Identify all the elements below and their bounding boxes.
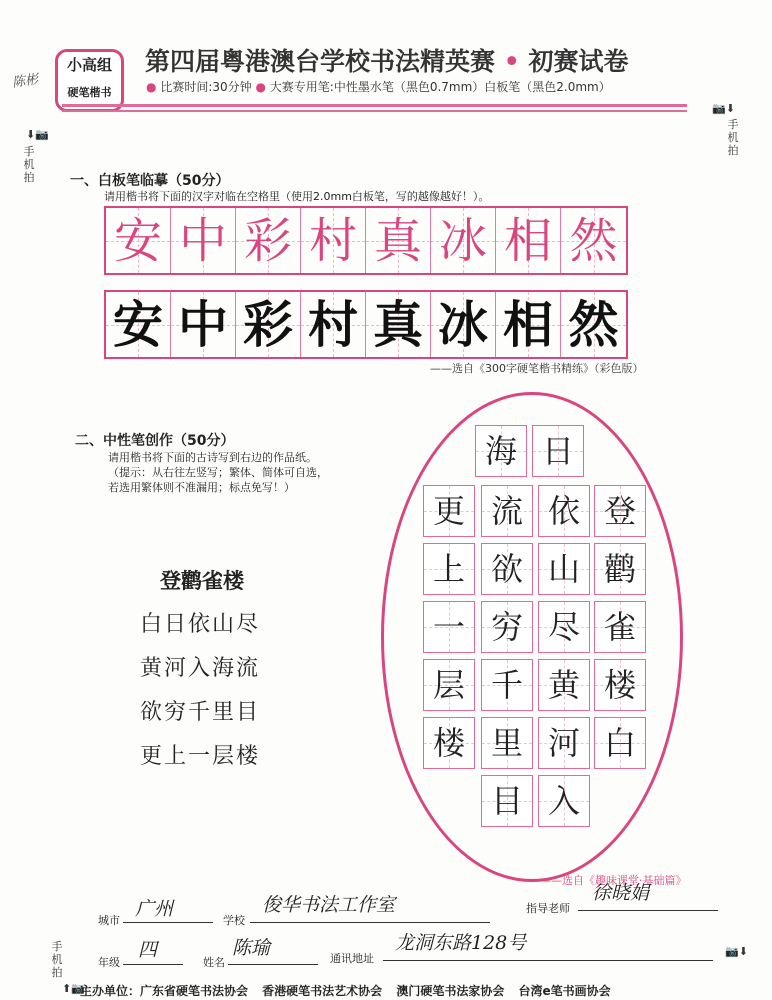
model-cell: 相 — [496, 208, 561, 273]
answer-cell: 山 — [538, 543, 590, 595]
phone-note-left-top: 手机拍 — [23, 145, 35, 184]
answer-cell: 千 — [481, 659, 533, 711]
grade-label: 年级 — [98, 956, 120, 969]
city-underline — [123, 922, 213, 923]
answer-cell: 鹳 — [594, 543, 646, 595]
organizers: 主办单位：广东省硬笔书法协会 香港硬笔书法艺术协会 澳门硬笔书法家协会 台湾e笔书画协会 — [80, 984, 611, 998]
copy-cell[interactable]: 冰 — [431, 292, 496, 357]
phone-note-left-bottom: 手机拍 — [51, 940, 63, 979]
model-cell: 真 — [366, 208, 431, 273]
address-underline — [383, 960, 713, 961]
answer-cell: 楼 — [594, 659, 646, 711]
grade-underline — [123, 964, 183, 965]
answer-cell: 欲 — [481, 543, 533, 595]
teacher-value[interactable]: 徐晓娟 — [592, 882, 650, 904]
exam-pen: 大赛专用笔:中性墨水笔（黑色0.7mm）白板笔（黑色2.0mm） — [269, 80, 611, 94]
poem — [140, 565, 260, 783]
answer-cell: 依 — [538, 485, 590, 537]
teacher-label: 指导老师 — [526, 902, 570, 915]
section2-title: 二、中性笔创作（50分） — [75, 433, 235, 449]
name-label: 姓名 — [203, 956, 225, 969]
answer-cell: 登 — [594, 485, 646, 537]
group-badge — [55, 49, 124, 112]
group-badge-top: 小高组 — [66, 56, 112, 74]
answer-cell: 雀 — [594, 601, 646, 653]
answer-cell: 河 — [538, 717, 590, 769]
exam-time: 比赛时间:30分钟 — [160, 80, 252, 94]
school-label: 学校 — [223, 914, 245, 927]
model-cell: 然 — [561, 208, 626, 273]
model-grid — [104, 206, 628, 275]
title-sub: 初赛试卷 — [528, 47, 629, 76]
city-value[interactable]: 广州 — [135, 898, 174, 920]
poem-title: 登鹳雀楼 — [160, 568, 244, 593]
camera-icon: ⬇📷 — [26, 128, 49, 141]
camera-icon: 📷⬇ — [725, 945, 748, 958]
copy-cell[interactable]: 相 — [496, 292, 561, 357]
answer-cell: 一 — [423, 601, 475, 653]
answer-cell: 流 — [481, 485, 533, 537]
city-label: 城市 — [98, 914, 120, 927]
answer-cell: 白 — [594, 717, 646, 769]
camera-icon: 📷⬇ — [712, 102, 735, 115]
address-label: 通讯地址 — [330, 952, 374, 965]
answer-cell: 海 — [475, 425, 527, 477]
section1-instruction: 请用楷书将下面的汉字对临在空格里（使用2.0mm白板笔，写的越像越好！）。 — [104, 190, 490, 203]
exam-info: ● 比赛时间:30分钟 ● 大赛专用笔:中性墨水笔（黑色0.7mm）白板笔（黑色2.0mm） — [146, 80, 611, 94]
answer-cell: 尽 — [538, 601, 590, 653]
title-dot: • — [503, 47, 520, 76]
copy-cell[interactable]: 真 — [366, 292, 431, 357]
copy-cell[interactable]: 彩 — [236, 292, 301, 357]
copy-cell[interactable]: 村 — [301, 292, 366, 357]
answer-cell: 更 — [423, 485, 475, 537]
header-rule-2 — [62, 110, 687, 112]
grade-value[interactable]: 四 — [138, 939, 158, 961]
answer-cell: 里 — [481, 717, 533, 769]
section2-instruction: 请用楷书将下面的古诗写到右边的作品纸。 （提示：从右往左竖写；繁体、简体可自选， 若选用繁体则不准漏用；标点免写！） — [108, 451, 328, 494]
section1-title: 一、白板笔临摹（50分） — [70, 173, 230, 189]
page-title — [145, 42, 628, 78]
model-cell: 中 — [171, 208, 236, 273]
handwritten-note: 陈彬 — [11, 72, 40, 91]
school-value[interactable]: 俊华书法工作室 — [262, 894, 396, 916]
answer-cell: 穷 — [481, 601, 533, 653]
teacher-underline — [578, 910, 718, 911]
section1-source: ——选自《300字硬笔楷书精练》（彩色版） — [430, 362, 644, 375]
title-main: 第四届粤港澳台学校书法精英赛 — [145, 47, 496, 76]
answer-cell: 上 — [423, 543, 475, 595]
poem-line: 更上一层楼 — [140, 744, 261, 769]
copy-cell[interactable]: 安 — [106, 292, 171, 357]
answer-cell: 黄 — [538, 659, 590, 711]
name-underline — [228, 964, 318, 965]
copy-grid — [104, 290, 628, 359]
model-cell: 彩 — [236, 208, 301, 273]
address-value[interactable]: 龙洞东路128号 — [395, 932, 527, 954]
answer-cell: 楼 — [423, 717, 475, 769]
model-cell: 安 — [106, 208, 171, 273]
answer-cell: 入 — [538, 775, 590, 827]
answer-cell: 层 — [423, 659, 475, 711]
model-cell: 村 — [301, 208, 366, 273]
answer-cell: 目 — [481, 775, 533, 827]
name-value[interactable]: 陈瑜 — [232, 937, 271, 959]
group-badge-bottom: 硬笔楷书 — [67, 86, 112, 99]
copy-cell[interactable]: 然 — [561, 292, 626, 357]
model-cell: 冰 — [431, 208, 496, 273]
copy-cell[interactable]: 中 — [171, 292, 236, 357]
camera-icon: ⬆📷 — [62, 982, 85, 995]
poem-line: 欲穷千里目 — [140, 700, 261, 725]
poem-line: 白日依山尽 — [140, 612, 261, 637]
answer-cell: 日 — [532, 425, 584, 477]
phone-note-right-top: 手机拍 — [727, 118, 739, 157]
header-rule — [62, 104, 687, 107]
section2-source: ——选自《趣味课堂·基础篇》 — [540, 874, 687, 887]
poem-line: 黄河入海流 — [140, 656, 261, 681]
school-underline — [250, 922, 490, 923]
